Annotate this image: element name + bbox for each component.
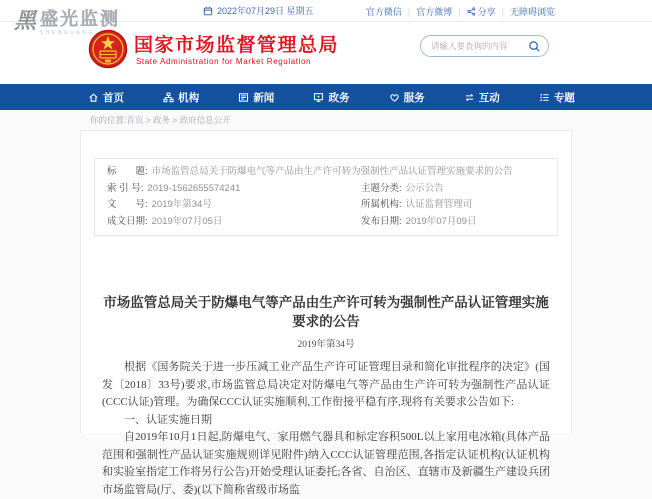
search-input[interactable] bbox=[431, 41, 528, 51]
top-utility-bar bbox=[0, 0, 652, 22]
watermark-subtext: SHENGUANG bbox=[40, 30, 95, 36]
content-card bbox=[80, 130, 572, 496]
meta-category-label: 主题分类: bbox=[361, 182, 402, 194]
meta-agency-label: 所属机构: bbox=[361, 199, 402, 210]
document-body bbox=[102, 359, 550, 499]
meta-row-docnum bbox=[107, 197, 545, 214]
current-date bbox=[203, 4, 314, 17]
swap-icon bbox=[464, 92, 475, 103]
nav-item-home[interactable] bbox=[88, 90, 124, 105]
topbar-links bbox=[366, 5, 555, 18]
nav-item-interaction[interactable] bbox=[464, 90, 500, 105]
nav-label: 互动 bbox=[478, 91, 500, 104]
meta-title-label: 标 题: bbox=[107, 166, 148, 177]
nav-item-organization[interactable] bbox=[163, 90, 199, 105]
watermark-text: 盛光监测 bbox=[40, 9, 121, 29]
divider: | bbox=[501, 6, 504, 17]
nav-label: 机构 bbox=[178, 91, 200, 104]
meta-row-index bbox=[107, 181, 545, 198]
site-header bbox=[0, 22, 652, 84]
divider: | bbox=[458, 6, 461, 17]
meta-docnum-label: 文 号: bbox=[107, 199, 148, 210]
meta-date-published-value: 2019年07月09日 bbox=[405, 215, 477, 227]
link-official-wechat[interactable]: 官方微信 bbox=[365, 7, 402, 17]
news-icon bbox=[238, 92, 249, 103]
list-icon bbox=[539, 92, 550, 103]
meta-docnum-value: 2019年第34号 bbox=[151, 199, 212, 210]
link-official-weibo[interactable]: 官方微博 bbox=[416, 7, 453, 17]
national-emblem-logo[interactable] bbox=[88, 29, 128, 69]
meta-date-written-value: 2019年07月05日 bbox=[151, 215, 223, 227]
search-box bbox=[420, 35, 549, 57]
org-icon bbox=[163, 92, 174, 103]
nav-item-special-topics[interactable] bbox=[539, 90, 575, 105]
watermark-logo-icon: 黑 bbox=[14, 8, 37, 33]
nav-item-government-affairs[interactable] bbox=[313, 90, 349, 105]
meta-category-value: 公示公告 bbox=[405, 182, 444, 194]
nav-label: 首页 bbox=[103, 91, 124, 104]
divider: | bbox=[407, 6, 411, 17]
paragraph-intro: 根据《国务院关于进一步压减工业产品生产许可证管理目录和简化审批程序的决定》(国发〔2018〕33号)要求,市场监管总局决定对防爆电气等产品由生产许可转为强制性产品认证(CCC认证)管理。为确保CCC认证实施顺利,工作衔接平稳有序,现将有关要求公告如下: bbox=[102, 361, 550, 408]
meta-date-written-label: 成文日期: bbox=[107, 215, 148, 227]
document-title: 市场监管总局关于防爆电气等产品由生产许可转为强制性产品认证管理实施要求的公告 bbox=[103, 295, 549, 329]
home-icon bbox=[88, 92, 99, 103]
nav-item-services[interactable] bbox=[389, 90, 425, 105]
meta-index-value: 2019-1562655574241 bbox=[147, 182, 241, 194]
site-title: 国家市场监督管理总局 bbox=[134, 35, 340, 56]
heart-icon bbox=[389, 92, 400, 103]
share-icon bbox=[467, 7, 476, 16]
paragraph-section1: 自2019年10月1日起,防爆电气、家用燃气器具和标定容积500L以上家用电冰箱(具体产品范围和强制性产品认证实施规则详见附件)纳入CCC认证管理范围,各指定认证机构(认证机构和实验室指定工作将另行公告)开始受理认证委托;各省、自治区、直辖市及新疆生产建设兵团市场监管局(厅、委)(以下简称省级市场监 bbox=[102, 431, 550, 496]
meta-agency-value: 认证监督管理司 bbox=[405, 199, 473, 210]
meta-date-published-label: 发布日期: bbox=[361, 215, 402, 227]
meta-row-dates bbox=[107, 214, 545, 231]
link-accessibility[interactable]: 无障碍浏览 bbox=[509, 7, 555, 17]
link-share[interactable] bbox=[467, 5, 496, 18]
nav-label: 专题 bbox=[553, 91, 575, 104]
site-subtitle-english: State Administration for Market Regulation bbox=[136, 57, 312, 66]
nav-label: 新闻 bbox=[253, 91, 275, 104]
section-heading: 一、认证实施日期 bbox=[124, 413, 212, 426]
meta-title-value: 市场监管总局关于防爆电气等产品由生产许可转为强制性产品认证管理实施要求的公告 bbox=[151, 166, 513, 177]
main-nav-bar bbox=[0, 84, 652, 110]
nav-label: 政务 bbox=[328, 91, 350, 104]
search-icon[interactable] bbox=[528, 40, 541, 53]
share-label: 分享 bbox=[477, 7, 496, 17]
document-metadata-table bbox=[94, 158, 558, 236]
nav-label: 服务 bbox=[403, 91, 425, 104]
meta-index-label: 索 引 号: bbox=[107, 182, 144, 194]
nav-item-news[interactable] bbox=[238, 90, 274, 105]
document-number: 2019年第34号 bbox=[297, 340, 355, 350]
breadcrumb: 你的位置:首页 > 政务 > 政府信息公开 bbox=[90, 115, 231, 125]
date-text: 2022年07月29日 星期五 bbox=[217, 6, 314, 16]
calendar-icon bbox=[203, 6, 213, 16]
gov-icon bbox=[313, 92, 324, 103]
meta-row-title bbox=[107, 164, 545, 181]
